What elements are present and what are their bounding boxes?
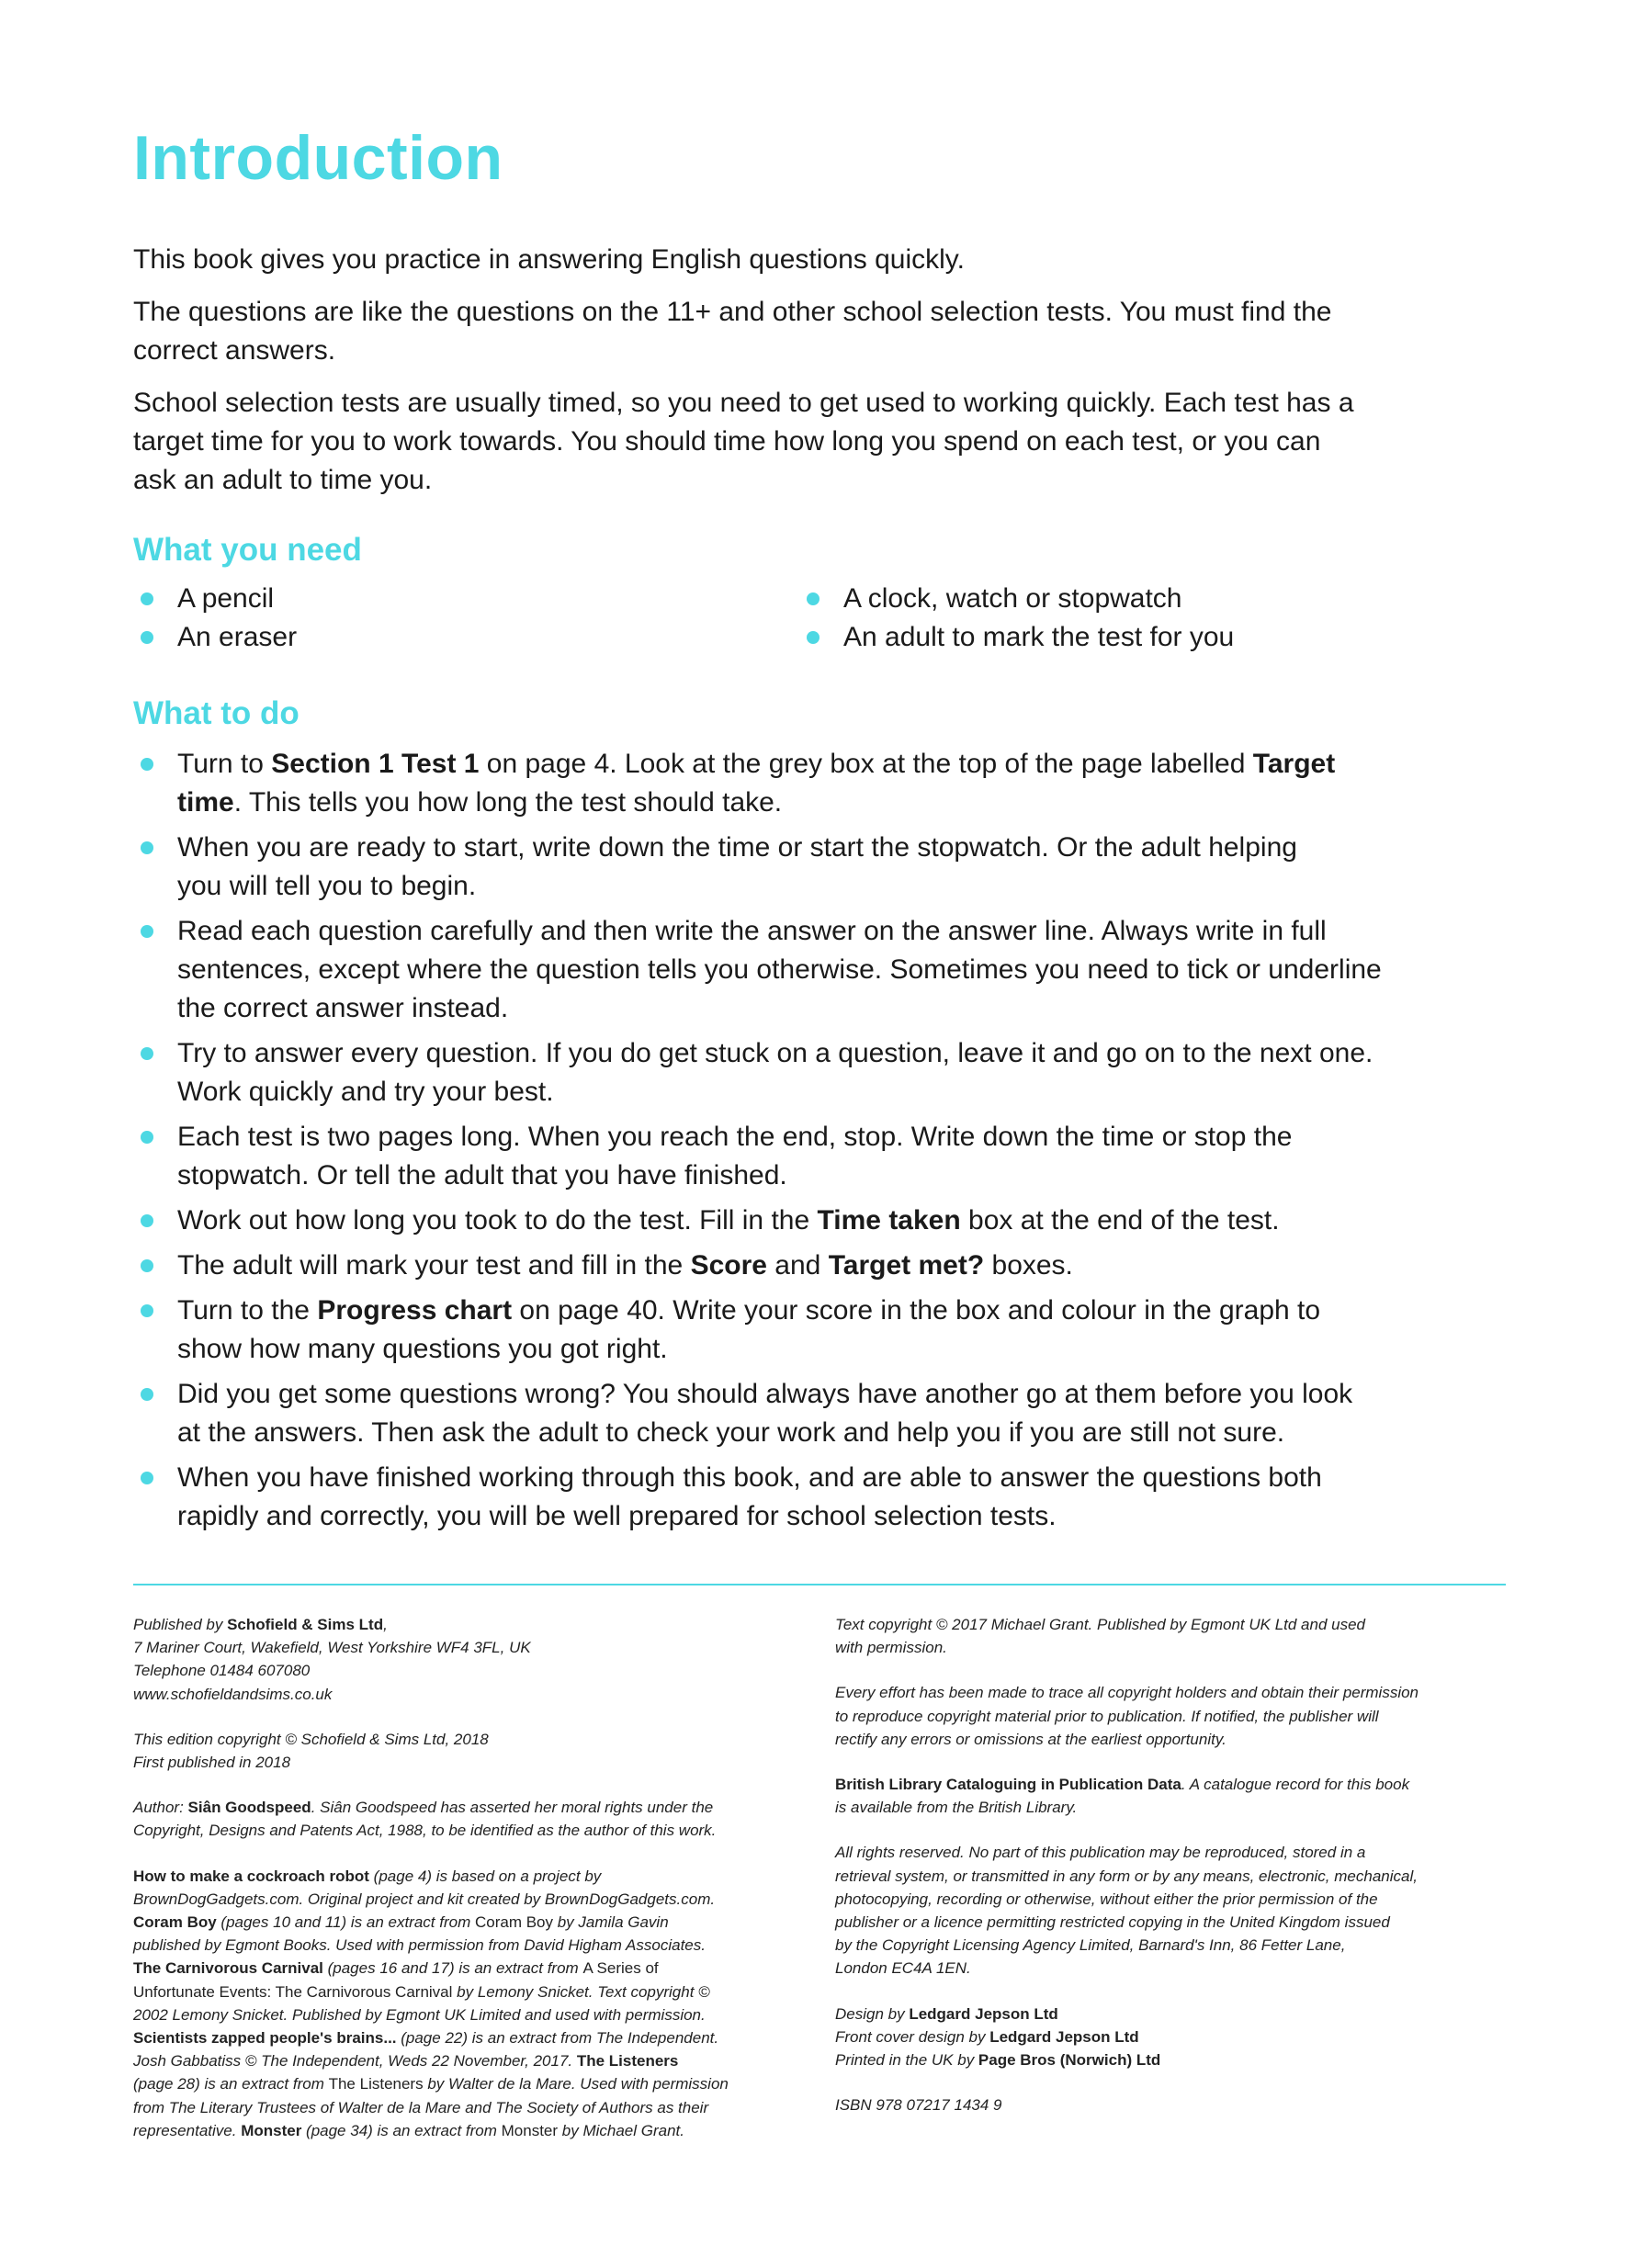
- needs-left-column: [139, 580, 805, 657]
- text-run: with permission.: [835, 1639, 947, 1657]
- list-item: [139, 912, 1382, 1028]
- text-run: School selection tests are usually timed, so you need to get used to working quickly. Each test has a: [133, 388, 1354, 418]
- bold-text: Section 1 Test 1: [271, 749, 480, 779]
- text-line: [177, 1459, 1382, 1497]
- text-line: [835, 2048, 1515, 2071]
- text-run: the correct answer instead.: [177, 993, 509, 1023]
- text-run: (page 22) is an extract from The Independent.: [396, 2029, 719, 2048]
- text-run: Did you get some questions wrong? You should always have another go at them before you look: [177, 1379, 1353, 1409]
- text-run: www.schofieldandsims.co.uk: [133, 1685, 333, 1703]
- text-run: publisher or a licence permitting restricted copying in the United Kingdom issued: [835, 1913, 1390, 1932]
- text-line: [133, 2049, 822, 2072]
- text-line: [177, 1034, 1382, 1073]
- text-run: is available from the British Library.: [835, 1799, 1078, 1817]
- list-item: [139, 618, 805, 657]
- item-text: A clock, watch or stopwatch: [843, 583, 1182, 614]
- text-line: [835, 1636, 1515, 1659]
- text-line: [177, 1202, 1382, 1240]
- text-run: photocopying, recording or otherwise, without either the prior permission of the: [835, 1890, 1378, 1908]
- list-item: [139, 1375, 1382, 1452]
- text-line: [835, 2093, 1515, 2116]
- text-run: Author:: [133, 1799, 188, 1817]
- text-line: [133, 2072, 822, 2095]
- text-run: by Walter de la Mare. Used with permission: [423, 2075, 729, 2093]
- text-run: (pages 10 and 11) is an extract from: [216, 1913, 475, 1932]
- text-line: [835, 1773, 1515, 1796]
- text-run: and: [766, 1250, 829, 1281]
- paragraph: [133, 1728, 822, 1774]
- text-run: (page 34) is an extract from: [301, 2121, 502, 2139]
- bullet-icon: [807, 631, 820, 644]
- bold-text: Ledgard Jepson Ltd: [909, 2004, 1058, 2023]
- bold-text: Target met?: [828, 1250, 985, 1281]
- list-item: [139, 1459, 1382, 1536]
- text-line: [133, 2026, 822, 2049]
- text-run: The adult will mark your test and fill in the: [177, 1250, 691, 1281]
- text-run: Josh Gabbatiss © The Independent, Weds 22 November, 2017.: [133, 2052, 577, 2071]
- text-run: . A catalogue record for this book: [1181, 1776, 1410, 1794]
- text-line: [177, 951, 1382, 989]
- list-item: [139, 1247, 1382, 1285]
- text-run: rectify any errors or omissions at the earliest opportunity.: [835, 1730, 1226, 1748]
- text-run: 7 Mariner Court, Wakefield, West Yorkshire WF4 3FL, UK: [133, 1639, 531, 1657]
- bold-text: Score: [690, 1250, 767, 1281]
- paragraph: [835, 1773, 1515, 1819]
- text-line: [133, 384, 1506, 423]
- list-item: [139, 745, 1382, 822]
- text-run: All rights reserved. No part of this publication may be reproduced, stored in a: [835, 1844, 1366, 1862]
- text-run: published by Egmont Books. Used with permission from David Higham Associates.: [133, 1936, 706, 1955]
- bold-text: Schofield & Sims Ltd: [227, 1616, 384, 1633]
- what-you-need-list: [139, 580, 1471, 657]
- bold-text: time: [177, 787, 234, 818]
- bullet-icon: [141, 1047, 153, 1060]
- bullet-icon: [141, 1131, 153, 1144]
- bold-text: The Carnivorous Carnival: [133, 1959, 323, 1978]
- paragraph: [835, 1841, 1515, 1980]
- text-line: [133, 1911, 822, 1934]
- text-run: correct answers.: [133, 335, 336, 366]
- bold-text: Monster: [241, 2121, 302, 2139]
- text-line: [177, 1414, 1382, 1452]
- item-text: An eraser: [177, 622, 298, 652]
- list-item: [139, 1118, 1382, 1195]
- text-run: by Lemony Snicket. Text copyright ©: [452, 1982, 710, 2001]
- text-run: Turn to the: [177, 1295, 318, 1326]
- text-line: [177, 1330, 1382, 1369]
- text-line: [177, 1375, 1382, 1414]
- paragraph: [835, 2003, 1515, 2072]
- text-run: on page 40. Write your score in the box and colour in the graph to: [512, 1295, 1321, 1326]
- bold-text: How to make a cockroach robot: [133, 1867, 369, 1885]
- bold-text: Siân Goodspeed: [187, 1799, 311, 1817]
- text-run: sentences, except where the question tells you otherwise. Sometimes you need to tick or underline: [177, 954, 1382, 985]
- text-line: [133, 1659, 822, 1682]
- text-run: . Siân Goodspeed has asserted her moral rights under the: [311, 1799, 714, 1817]
- text-line: [835, 1841, 1515, 1864]
- bold-text: Page Bros (Norwich) Ltd: [978, 2051, 1161, 2070]
- text-line: [177, 912, 1382, 951]
- text-line: [177, 1292, 1382, 1330]
- paragraph: [133, 1865, 822, 2142]
- page-title: Introduction: [133, 123, 503, 193]
- text-line: [133, 2003, 822, 2026]
- footer-right-column: [835, 1613, 1515, 2138]
- text-run: from The Literary Trustees of Walter de la Mare and The Society of Authors as their: [133, 2098, 709, 2116]
- text-line: [133, 241, 1506, 279]
- bold-text: Progress chart: [317, 1295, 513, 1326]
- text-line: [133, 1865, 822, 1888]
- text-run: The questions are like the questions on the 11+ and other school selection tests. You must find the: [133, 297, 1332, 327]
- text-line: [835, 1728, 1515, 1751]
- what-you-need-heading: What you need: [133, 532, 362, 568]
- paragraph: [835, 2093, 1515, 2116]
- text-line: [835, 1957, 1515, 1980]
- text-run: to reproduce copyright material prior to publication. If notified, the publisher will: [835, 1707, 1379, 1725]
- text-run: This edition copyright © Schofield & Sims Ltd, 2018: [133, 1730, 489, 1748]
- text-line: [133, 332, 1506, 370]
- text-line: [177, 829, 1382, 867]
- text-run: Coram Boy: [474, 1913, 553, 1932]
- text-run: (page 4) is based on a project by: [368, 1867, 602, 1885]
- divider: [133, 1584, 1506, 1585]
- text-line: [133, 1636, 822, 1659]
- text-run: Front cover design by: [835, 2027, 990, 2046]
- text-run: . This tells you how long the test should take.: [233, 787, 783, 818]
- paragraph: [133, 384, 1506, 500]
- text-run: Published by: [133, 1616, 228, 1633]
- text-run: representative.: [133, 2121, 242, 2139]
- list-item: [805, 618, 1471, 657]
- text-run: Design by: [835, 2004, 910, 2023]
- bold-text: Scientists zapped people's brains...: [133, 2029, 397, 2048]
- bold-text: Time taken: [817, 1205, 961, 1236]
- text-run: Read each question carefully and then write the answer on the answer line. Always write in full: [177, 916, 1327, 946]
- paragraph: [835, 1681, 1515, 1751]
- text-run: The Listeners: [328, 2075, 424, 2093]
- bold-text: Target: [1252, 749, 1336, 779]
- text-line: [177, 867, 1382, 906]
- text-run: by Jamila Gavin: [553, 1913, 669, 1932]
- bullet-icon: [141, 1388, 153, 1401]
- text-run: on page 4. Look at the grey box at the top of the page labelled: [479, 749, 1253, 779]
- text-run: Work quickly and try your best.: [177, 1077, 554, 1107]
- text-run: ,: [383, 1616, 388, 1633]
- text-run: Try to answer every question. If you do get stuck on a question, leave it and go on to the next one.: [177, 1038, 1373, 1068]
- text-run: Work out how long you took to do the test. Fill in the: [177, 1205, 818, 1236]
- list-item: [139, 1202, 1382, 1240]
- text-run: Every effort has been made to trace all copyright holders and obtain their permission: [835, 1684, 1419, 1702]
- list-item: [139, 829, 1382, 906]
- footer-left-column: [133, 1613, 822, 2164]
- text-run: by Michael Grant.: [558, 2121, 685, 2139]
- text-run: box at the end of the test.: [960, 1205, 1280, 1236]
- what-to-do-heading: What to do: [133, 695, 300, 731]
- text-line: [133, 1819, 822, 1842]
- text-run: First published in 2018: [133, 1754, 291, 1772]
- bullet-icon: [141, 1259, 153, 1272]
- text-run: Text copyright © 2017 Michael Grant. Published by Egmont UK Ltd and used: [835, 1616, 1366, 1633]
- text-run: Printed in the UK by: [835, 2051, 978, 2070]
- text-line: [835, 2003, 1515, 2025]
- list-item: [139, 1034, 1382, 1111]
- text-run: ask an adult to time you.: [133, 465, 433, 495]
- text-run: Copyright, Designs and Patents Act, 1988, to be identified as the author of this work.: [133, 1822, 717, 1840]
- text-run: Monster: [501, 2121, 559, 2139]
- list-item: [805, 580, 1471, 618]
- text-run: Telephone 01484 607080: [133, 1662, 311, 1680]
- text-run: ISBN 978 07217 1434 9: [835, 2096, 1002, 2115]
- text-line: [835, 1934, 1515, 1957]
- text-run: Unfortunate Events: The Carnivorous Carnival: [133, 1982, 453, 2001]
- bullet-icon: [141, 841, 153, 854]
- intro-text: [133, 241, 1506, 513]
- list-item: [139, 1292, 1382, 1369]
- text-line: [835, 2025, 1515, 2048]
- text-run: retrieval system, or transmitted in any form or by any means, electronic, mechanical,: [835, 1867, 1418, 1885]
- text-line: [133, 1613, 822, 1636]
- text-run: show how many questions you got right.: [177, 1334, 668, 1364]
- bullet-icon: [141, 592, 153, 605]
- text-line: [177, 1497, 1382, 1536]
- bullet-icon: [141, 631, 153, 644]
- bullet-icon: [141, 1304, 153, 1317]
- text-line: [835, 1911, 1515, 1934]
- bold-text: Ledgard Jepson Ltd: [989, 2027, 1139, 2046]
- text-line: [133, 293, 1506, 332]
- paragraph: [133, 241, 1506, 279]
- text-line: [133, 1751, 822, 1774]
- text-line: [133, 1957, 822, 1980]
- bullet-icon: [141, 1214, 153, 1227]
- text-run: This book gives you practice in answering English questions quickly.: [133, 244, 965, 275]
- text-run: rapidly and correctly, you will be well prepared for school selection tests.: [177, 1501, 1057, 1531]
- text-run: stopwatch. Or tell the adult that you have finished.: [177, 1160, 787, 1190]
- text-line: [133, 2096, 822, 2119]
- item-text: A pencil: [177, 583, 275, 614]
- bullet-icon: [141, 925, 153, 938]
- text-line: [133, 1683, 822, 1706]
- list-item: [139, 580, 805, 618]
- paragraph: [133, 1613, 822, 1706]
- text-line: [177, 784, 1382, 822]
- text-run: Each test is two pages long. When you reach the end, stop. Write down the time or stop the: [177, 1122, 1293, 1152]
- text-line: [133, 2119, 822, 2142]
- text-run: you will tell you to begin.: [177, 871, 477, 901]
- text-run: at the answers. Then ask the adult to check your work and help you if you are still not sure.: [177, 1417, 1285, 1448]
- text-line: [177, 989, 1382, 1028]
- bullet-icon: [141, 1472, 153, 1484]
- bold-text: British Library Cataloguing in Publication Data: [835, 1776, 1181, 1794]
- text-line: [835, 1888, 1515, 1911]
- text-line: [133, 1934, 822, 1957]
- text-run: by the Copyright Licensing Agency Limited, Barnard's Inn, 86 Fetter Lane,: [835, 1936, 1346, 1955]
- text-run: When you have finished working through this book, and are able to answer the questions both: [177, 1462, 1322, 1493]
- text-run: A Series of: [582, 1959, 659, 1978]
- text-line: [133, 1888, 822, 1911]
- text-run: BrownDogGadgets.com. Original project and kit created by BrownDogGadgets.com.: [133, 1890, 716, 1908]
- item-text: An adult to mark the test for you: [843, 622, 1235, 652]
- paragraph: [835, 1613, 1515, 1659]
- bold-text: The Listeners: [576, 2052, 679, 2071]
- text-run: 2002 Lemony Snicket. Published by Egmont UK Limited and used with permission.: [133, 2005, 706, 2024]
- text-line: [835, 1705, 1515, 1728]
- text-line: [177, 1157, 1382, 1195]
- text-line: [133, 461, 1506, 500]
- text-line: [177, 1073, 1382, 1111]
- text-run: When you are ready to start, write down the time or start the stopwatch. Or the adult helping: [177, 832, 1297, 863]
- text-line: [835, 1796, 1515, 1819]
- text-run: London EC4A 1EN.: [835, 1959, 971, 1978]
- text-run: boxes.: [984, 1250, 1073, 1281]
- needs-right-column: [805, 580, 1471, 657]
- text-run: Turn to: [177, 749, 272, 779]
- text-line: [835, 1613, 1515, 1636]
- bullet-icon: [141, 758, 153, 771]
- text-line: [177, 1247, 1382, 1285]
- text-run: target time for you to work towards. You should time how long you spend on each test, or you can: [133, 426, 1321, 457]
- what-to-do-list: [139, 745, 1382, 1542]
- text-line: [133, 1728, 822, 1751]
- text-line: [133, 1796, 822, 1819]
- paragraph: [133, 293, 1506, 370]
- text-line: [177, 745, 1382, 784]
- text-line: [835, 1681, 1515, 1704]
- bullet-icon: [807, 592, 820, 605]
- text-line: [835, 1865, 1515, 1888]
- bold-text: Coram Boy: [133, 1913, 217, 1932]
- text-line: [133, 423, 1506, 461]
- text-line: [177, 1118, 1382, 1157]
- text-line: [133, 1980, 822, 2003]
- text-run: (page 28) is an extract from: [133, 2075, 329, 2093]
- paragraph: [133, 1796, 822, 1842]
- text-run: (pages 16 and 17) is an extract from: [322, 1959, 583, 1978]
